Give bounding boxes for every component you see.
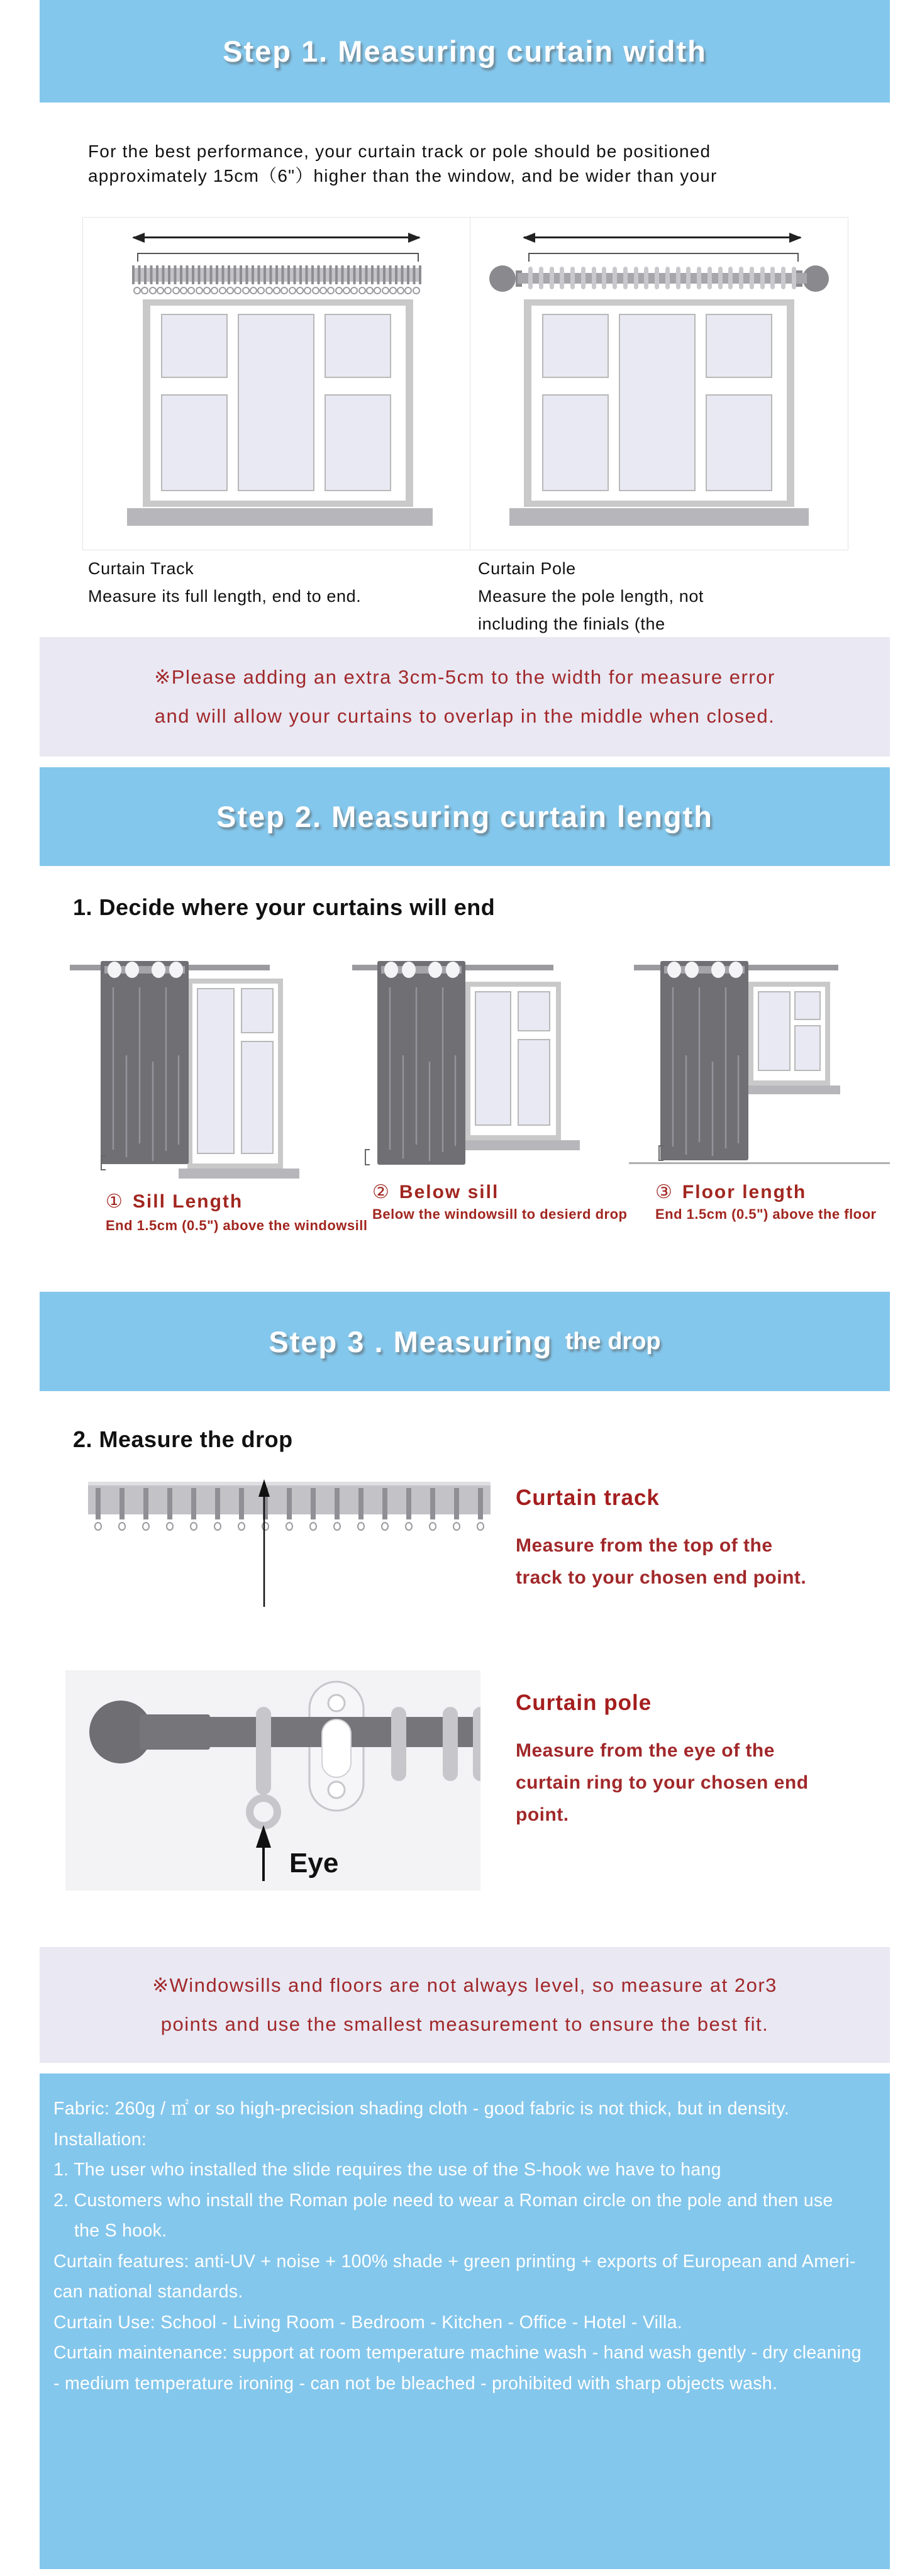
track-label-body: Measure its full length, end to end. (88, 587, 362, 606)
option2-desc: Below the windowsill to desierd drop (372, 1206, 628, 1222)
option3-title: Floor length (682, 1182, 807, 1202)
track-body-line-2: track to your chosen end point. (516, 1567, 807, 1588)
pole-closeup-diagram (65, 1670, 480, 1890)
track-closeup-diagram (88, 1482, 491, 1532)
step3-banner-title: Step 3 . Measuring (269, 1324, 553, 1358)
details-line: Curtain maintenance: support at room temperature machine wash - hand wash gently - dry cleaning (53, 2343, 862, 2363)
level-note-line-2: points and use the smallest measurement to ensure the best fit. (160, 2013, 769, 2035)
details-line: Fabric: 260g / ㎡ or so high-precision shading cloth - good fabric is not thick, but in density. (53, 2099, 790, 2119)
track-body-line-1: Measure from the top of the (516, 1535, 773, 1556)
option3-number: ③ (655, 1182, 674, 1202)
track-gliders (94, 1488, 484, 1531)
option2-caption (372, 1181, 499, 1203)
width-bracket-icon (137, 253, 419, 262)
eye-label: Eye (289, 1848, 339, 1879)
step2-banner-title: Step 2. Measuring curtain length (216, 800, 713, 833)
pole-body-line-3: point. (516, 1804, 569, 1825)
details-line: - medium temperature ironing - can not be bleached - prohibited with sharp objects wash. (53, 2373, 778, 2394)
width-note-line-2: and will allow your curtains to overlap in the middle when closed. (154, 705, 775, 727)
details-line: Curtain Use: School - Living Room - Bedroom - Kitchen - Office - Hotel - Villa. (53, 2312, 682, 2333)
pole-label-title: Curtain Pole (478, 559, 576, 578)
pole-label-body-2: including the finials (the (478, 614, 665, 633)
sill-length-diagram (63, 961, 302, 1187)
window-icon (524, 299, 794, 507)
level-note (40, 1947, 890, 2063)
option1-desc: End 1.5cm (0.5") above the windowsill (106, 1218, 368, 1233)
pole-body-line-1: Measure from the eye of the (516, 1740, 775, 1761)
windowsill (509, 508, 809, 526)
floor-length-diagram (629, 961, 893, 1187)
track-label (88, 555, 361, 610)
width-arrow-icon (524, 236, 801, 238)
track-hooks (132, 265, 421, 284)
step1-banner-title: Step 1. Measuring curtain width (223, 35, 707, 68)
width-note-line-1: ※Please adding an extra 3cm-5cm to the width for measure error (154, 666, 775, 688)
details-line: Installation: (53, 2129, 147, 2150)
product-details-section (40, 2074, 890, 2569)
pole-label (478, 555, 704, 638)
up-arrow-icon (253, 1478, 275, 1607)
details-line: the S hook. (53, 2221, 167, 2241)
window-icon (143, 299, 413, 507)
track-section-title: Curtain track (516, 1485, 660, 1510)
pole-closeup-art (65, 1670, 480, 1890)
intro-line-1: For the best performance, your curtain track or pole should be positioned (88, 142, 711, 161)
windowsill (127, 508, 433, 526)
option3-desc: End 1.5cm (0.5") above the floor (655, 1206, 877, 1222)
option1-number: ① (106, 1191, 124, 1212)
intro-text (88, 139, 718, 188)
pole-body-line-2: curtain ring to your chosen end (516, 1772, 809, 1793)
intro-line-2: approximately 15cm（6"）higher than the window, and be wider than your (88, 166, 718, 186)
pole-rings (528, 267, 796, 289)
step2-banner (40, 767, 890, 866)
option2-title: Below sill (399, 1182, 499, 1202)
width-note (40, 637, 890, 757)
step1-banner (40, 0, 890, 103)
width-arrow-icon (133, 236, 419, 238)
track-label-title: Curtain Track (88, 559, 194, 578)
option2-number: ② (372, 1182, 391, 1202)
curtain-pole-diagram (470, 217, 848, 550)
option3-caption (655, 1181, 806, 1203)
details-line: Curtain features: anti-UV + noise + 100% shade + green printing + exports of European and Ameri- (53, 2251, 856, 2272)
width-bracket-icon (528, 253, 799, 262)
option1-caption (106, 1191, 243, 1213)
curtain-track-diagram (82, 217, 470, 550)
pole-section-title: Curtain pole (516, 1690, 652, 1715)
details-line: can national standards. (53, 2282, 243, 2302)
finial-left-icon (489, 265, 516, 292)
track-rings (133, 287, 420, 294)
details-line: 1. The user who installed the slide requires the use of the S-hook we have to hang (53, 2160, 721, 2180)
step3-banner (40, 1292, 890, 1391)
pole-label-body-1: Measure the pole length, not (478, 587, 704, 606)
details-line: 2. Customers who install the Roman pole need to wear a Roman circle on the pole and then use (53, 2190, 833, 2211)
track-section-body (516, 1530, 806, 1594)
step2-heading: 1. Decide where your curtains will end (73, 894, 496, 920)
step3-heading: 2. Measure the drop (73, 1426, 293, 1452)
step3-banner-subtitle: the drop (565, 1328, 661, 1355)
level-note-line-1: ※Windowsills and floors are not always level, so measure at 2or3 (152, 1974, 777, 1996)
pole-section-body (516, 1735, 809, 1831)
option1-title: Sill Length (132, 1191, 243, 1212)
below-sill-diagram (346, 961, 585, 1187)
details-text (40, 2074, 890, 2399)
